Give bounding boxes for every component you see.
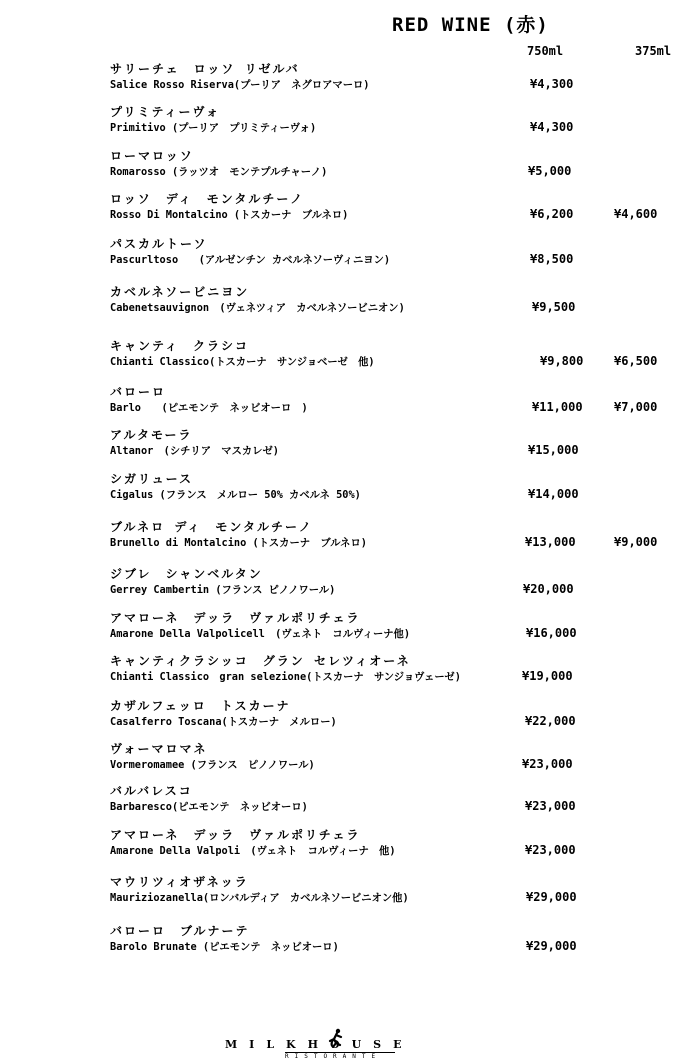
wine-name-japanese: ブルネロ ディ モンタルチーノ xyxy=(110,520,313,534)
wine-name-and-region: Cabenetsauvignon (ヴェネツィア カベルネソービニオン) xyxy=(110,302,405,314)
wine-item xyxy=(110,235,670,269)
logo-subtitle: RISTORANTE xyxy=(285,1052,395,1061)
wine-item xyxy=(110,826,670,860)
price-750ml: ¥20,000 xyxy=(523,582,574,596)
wine-name-japanese: ヴォーマロマネ xyxy=(110,742,208,756)
wine-name-and-region: Mauriziozanella(ロンバルディア カベルネソービニオン他) xyxy=(110,892,409,904)
wine-name-japanese: アルタモーラ xyxy=(110,428,193,442)
wine-name-japanese: パスカルトーソ xyxy=(110,237,208,251)
price-750ml: ¥15,000 xyxy=(528,443,579,457)
wine-name-japanese: アマローネ デッラ ヴァルポリチェラ xyxy=(110,611,361,625)
wine-item xyxy=(110,652,670,686)
price-750ml: ¥4,300 xyxy=(530,77,574,91)
wine-name-and-region: Casalferro Toscana(トスカーナ メルロー) xyxy=(110,716,337,728)
price-375ml: ¥4,600 xyxy=(614,207,658,221)
wine-name-and-region: Salice Rosso Riserva(プーリア ネグロアマーロ) xyxy=(110,79,370,91)
wine-name-japanese: カベルネソービニヨン xyxy=(110,285,250,299)
wine-name-and-region: Primitivo (プーリア プリミティーヴォ) xyxy=(110,122,317,134)
wine-name-japanese: マウリツィオザネッラ xyxy=(110,875,249,889)
restaurant-logo xyxy=(225,1038,465,1060)
wine-name-japanese: バローロ ブルナーテ xyxy=(110,924,250,938)
wine-item xyxy=(110,147,670,181)
wine-name-and-region: Gerrey Cambertin (フランス ピノノワール) xyxy=(110,584,336,596)
page-title: RED WINE (赤) xyxy=(392,14,549,36)
price-750ml: ¥29,000 xyxy=(526,939,577,953)
wine-item xyxy=(110,697,670,731)
wine-name-and-region: Chianti Classico gran selezione(トスカーナ サンジョヴェーゼ) xyxy=(110,671,461,683)
wine-item xyxy=(110,283,670,317)
wine-item xyxy=(110,103,670,137)
price-750ml: ¥19,000 xyxy=(522,669,573,683)
wine-name-japanese: サリーチェ ロッソ リゼルバ xyxy=(110,62,300,76)
runner-figure-icon xyxy=(327,1028,345,1048)
wine-name-and-region: Romarosso (ラッツオ モンテプルチャーノ) xyxy=(110,166,328,178)
price-750ml: ¥14,000 xyxy=(528,487,579,501)
wine-name-and-region: Brunello di Montalcino (トスカーナ ブルネロ) xyxy=(110,537,367,549)
wine-name-and-region: Pascurltoso (アルゼンチン カベルネソーヴィニヨン) xyxy=(110,254,391,266)
price-750ml: ¥23,000 xyxy=(525,799,576,813)
price-750ml: ¥16,000 xyxy=(526,626,577,640)
column-header-375ml: 375ml xyxy=(635,44,672,58)
column-header-750ml: 750ml xyxy=(527,44,564,58)
wine-item xyxy=(110,873,670,907)
price-375ml: ¥9,000 xyxy=(614,535,658,549)
price-750ml: ¥29,000 xyxy=(526,890,577,904)
wine-item xyxy=(110,383,670,417)
wine-name-and-region: Rosso Di Montalcino (トスカーナ ブルネロ) xyxy=(110,209,349,221)
wine-name-and-region: Amarone Della Valpolicell (ヴェネト コルヴィーナ他) xyxy=(110,628,411,640)
wine-name-and-region: Barlo (ピエモンテ ネッビオーロ ) xyxy=(110,402,308,414)
price-750ml: ¥8,500 xyxy=(530,252,574,266)
wine-name-and-region: Cigalus (フランス メルロー 50% カベルネ 50%) xyxy=(110,489,361,501)
price-750ml: ¥9,500 xyxy=(532,300,576,314)
wine-name-and-region: Chianti Classico(トスカーナ サンジョベーゼ 他) xyxy=(110,356,375,368)
price-750ml: ¥9,800 xyxy=(540,354,584,368)
wine-name-and-region: Altanor (シチリア マスカレゼ) xyxy=(110,445,279,457)
wine-name-japanese: バルバレスコ xyxy=(110,784,193,798)
wine-name-japanese: バローロ xyxy=(110,385,167,399)
price-750ml: ¥22,000 xyxy=(525,714,576,728)
price-750ml: ¥6,200 xyxy=(530,207,574,221)
price-750ml: ¥23,000 xyxy=(522,757,573,771)
wine-item xyxy=(110,740,670,774)
wine-item xyxy=(110,60,670,94)
wine-name-japanese: アマローネ デッラ ヴァルポリチェラ xyxy=(110,828,361,842)
wine-item xyxy=(110,190,670,224)
wine-item xyxy=(110,426,670,460)
price-375ml: ¥7,000 xyxy=(614,400,658,414)
wine-item xyxy=(110,337,670,371)
price-750ml: ¥11,000 xyxy=(532,400,583,414)
price-750ml: ¥23,000 xyxy=(525,843,576,857)
wine-name-japanese: プリミティーヴォ xyxy=(110,105,221,119)
price-375ml: ¥6,500 xyxy=(614,354,658,368)
wine-name-and-region: Vormeromamee (フランス ピノノワール) xyxy=(110,759,315,771)
wine-item xyxy=(110,922,670,956)
wine-name-japanese: ロッソ ディ モンタルチーノ xyxy=(110,192,305,206)
wine-name-japanese: ローマロッソ xyxy=(110,149,194,163)
price-750ml: ¥13,000 xyxy=(525,535,576,549)
wine-name-japanese: ジブレ シャンベルタン xyxy=(110,567,263,581)
wine-name-japanese: シガリュース xyxy=(110,472,194,486)
wine-item xyxy=(110,470,670,504)
wine-item xyxy=(110,565,670,599)
wine-name-and-region: Barolo Brunate (ピエモンテ ネッビオーロ) xyxy=(110,941,339,953)
wine-name-japanese: カザルフェッロ トスカーナ xyxy=(110,699,291,713)
wine-item xyxy=(110,609,670,643)
price-750ml: ¥5,000 xyxy=(528,164,572,178)
wine-item xyxy=(110,518,670,552)
wine-name-japanese: キャンティ クラシコ xyxy=(110,339,250,353)
wine-name-japanese: キャンティクラシッコ グラン セレツィオーネ xyxy=(110,654,411,668)
price-750ml: ¥4,300 xyxy=(530,120,574,134)
wine-name-and-region: Barbaresco(ピエモンテ ネッビオーロ) xyxy=(110,801,308,813)
logo-wordmark: MILKHOUSE xyxy=(225,1038,414,1051)
wine-name-and-region: Amarone Della Valpoli (ヴェネト コルヴィーナ 他) xyxy=(110,845,396,857)
wine-item xyxy=(110,782,670,816)
